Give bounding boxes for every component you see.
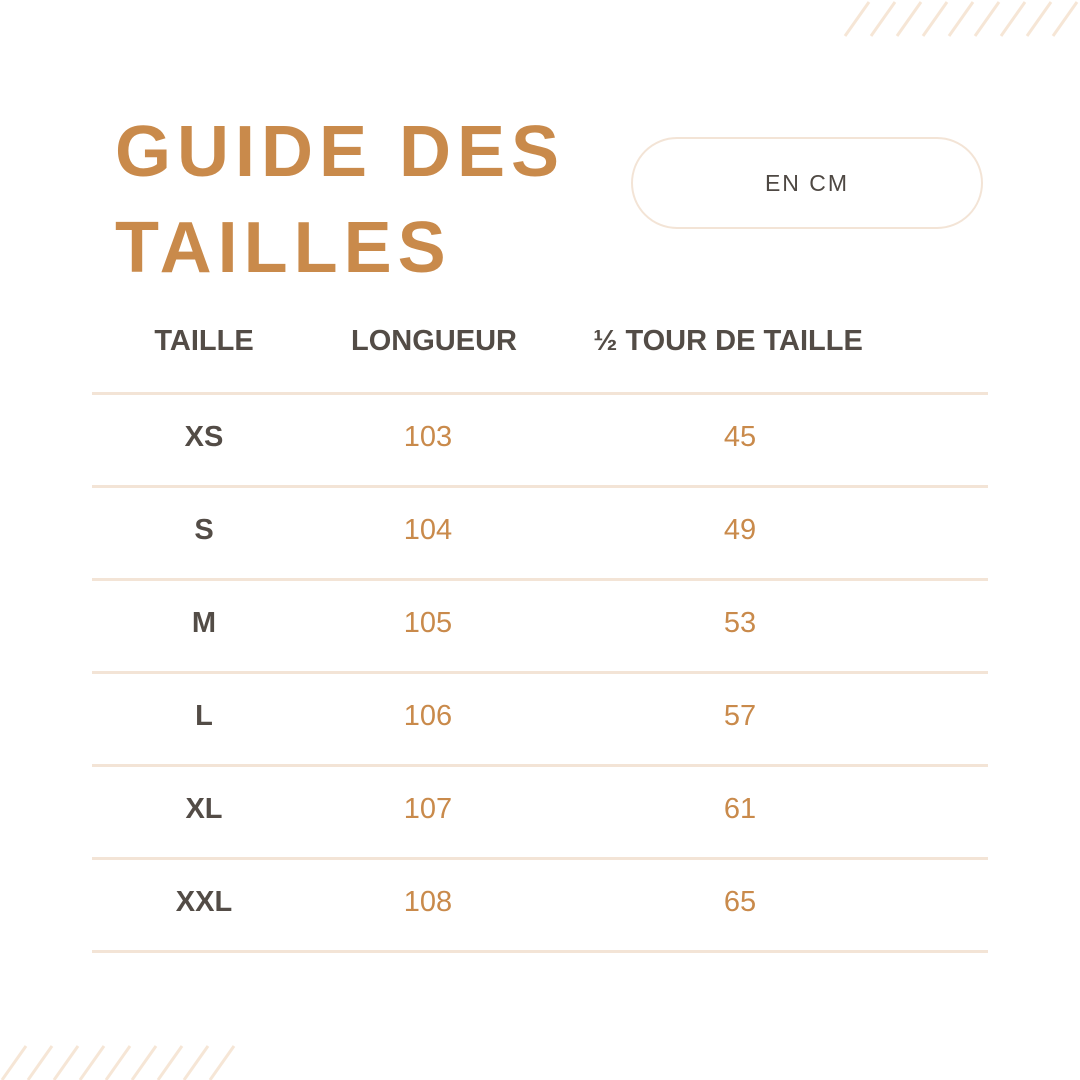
size-cell: XXL [175,886,233,918]
table-row [92,488,988,581]
half-waist-cell: 49 [723,514,757,546]
unit-badge [631,137,983,229]
table-row [92,581,988,674]
page-title [115,104,565,296]
table-row [92,674,988,767]
table-header-row [92,310,988,395]
size-cell: L [195,700,213,732]
column-header-length: LONGUEUR [351,325,517,357]
half-waist-cell: 61 [723,793,757,825]
diagonal-stripes-icon [838,0,1080,40]
length-cell: 104 [403,514,453,546]
size-cell: XL [185,793,223,825]
length-cell: 103 [403,421,453,453]
half-waist-cell: 53 [723,607,757,639]
diagonal-stripes-icon [0,1044,240,1080]
size-table [92,310,988,953]
half-waist-cell: 45 [723,421,757,453]
size-cell: M [191,607,217,639]
length-cell: 108 [403,886,453,918]
half-waist-cell: 57 [723,700,757,732]
table-row [92,860,988,953]
table-row [92,767,988,860]
length-cell: 107 [403,793,453,825]
size-cell: XS [184,421,224,453]
unit-label: EN CM [764,169,850,196]
half-waist-cell: 65 [723,886,757,918]
title-line-2: TAILLES [115,208,452,288]
size-cell: S [194,514,214,546]
length-cell: 106 [403,700,453,732]
column-header-half-waist: ½ TOUR DE TAILLE [593,325,863,357]
table-row [92,395,988,488]
column-header-size: TAILLE [154,325,254,357]
title-line-1: GUIDE DES [115,112,566,192]
length-cell: 105 [403,607,453,639]
